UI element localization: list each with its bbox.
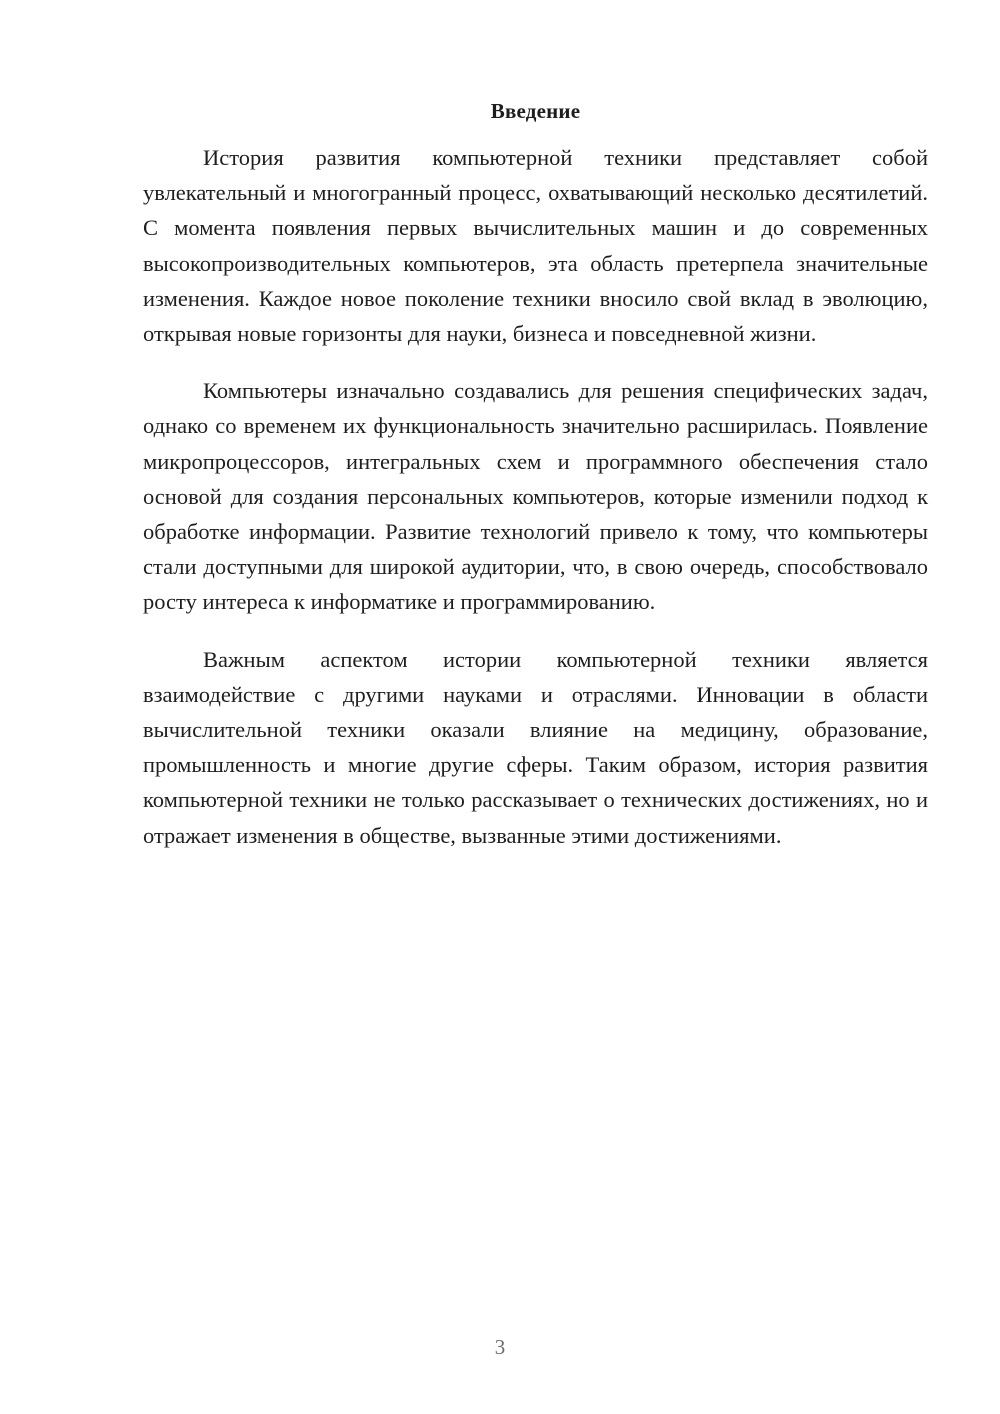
page-number: 3	[494, 1335, 506, 1359]
paragraph-3: Важным аспектом истории компьютерной техники является взаимодействие с другими науками и отраслями. Инновации в области вычислительной техники оказали влияние на медицину, образование, промышленность и многие другие сферы. Таким образом, история развития компьютерной техники не только рассказывает о технических достижениях, но и отражает изменения в обществе, вызванные этими достижениями.	[143, 646, 928, 848]
paragraph-2: Компьютеры изначально создавались для решения специфических задач, однако со временем их функциональность значительно расширилась. Появление микропроцессоров, интегральных схем и программного обеспечения стало основой для создания персональных компьютеров, которые изменили подход к обработке информации. Развитие технологий привело к тому, что компьютеры стали доступными для широкой аудитории, что, в свою очередь, способствовало росту интереса к информатике и программированию.	[143, 378, 928, 615]
paragraph-1: История развития компьютерной техники представляет собой увлекательный и многогранный процесс, охватывающий несколько десятилетий. С момента появления первых вычислительных машин и до современных высокопроизводительных компьютеров, эта область претерпела значительные изменения. Каждое новое поколение техники вносило свой вклад в эволюцию, открывая новые горизонты для науки, бизнеса и повседневной жизни.	[143, 145, 928, 347]
section-heading: Введение	[490, 99, 581, 123]
page-content	[143, 96, 928, 875]
